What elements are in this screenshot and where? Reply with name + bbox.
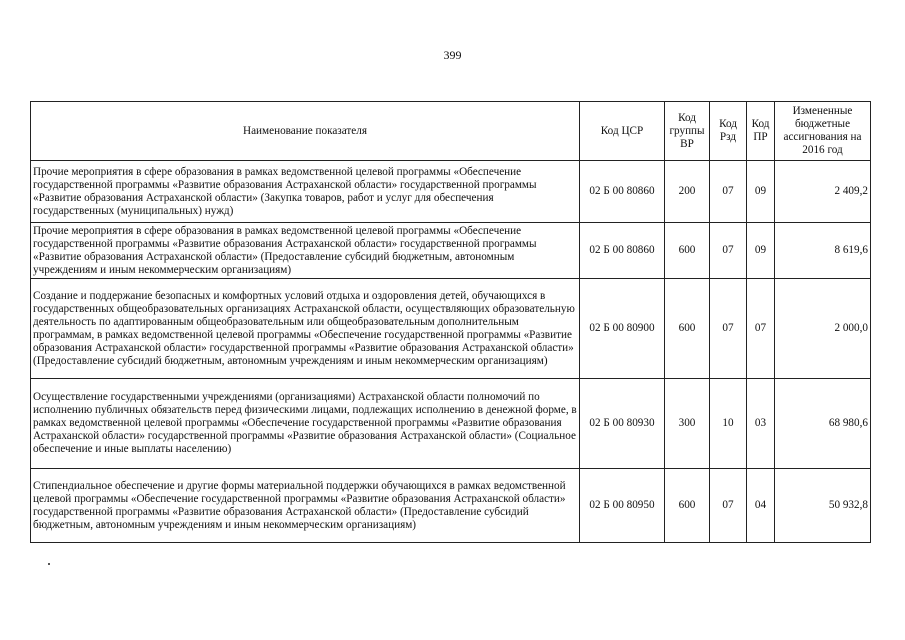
- row-csr: 02 Б 00 80900: [580, 279, 665, 379]
- row-amount: 50 932,8: [775, 469, 871, 543]
- row-csr: 02 Б 00 80860: [580, 161, 665, 223]
- row-pr: 09: [747, 223, 775, 279]
- row-rzd: 10: [710, 379, 747, 469]
- row-rzd: 07: [710, 223, 747, 279]
- table-row: [31, 279, 871, 379]
- row-vr: 200: [665, 161, 710, 223]
- table-row: [31, 379, 871, 469]
- row-pr: 07: [747, 279, 775, 379]
- table-row: [31, 161, 871, 223]
- table-row: [31, 223, 871, 279]
- header-pr: Код ПР: [747, 102, 775, 161]
- row-vr: 600: [665, 469, 710, 543]
- header-name: Наименование показателя: [31, 102, 580, 161]
- row-rzd: 07: [710, 469, 747, 543]
- row-rzd: 07: [710, 279, 747, 379]
- row-pr: 09: [747, 161, 775, 223]
- row-vr: 300: [665, 379, 710, 469]
- row-csr: 02 Б 00 80950: [580, 469, 665, 543]
- row-name: Прочие мероприятия в сфере образования в рамках ведомственной целевой программы «Обеспечение государственной программы «Развитие образования Астраханской области» государственной программы «Развитие образования Астраханской области» (Закупка товаров, работ и услуг для обеспечения государственных (муниципальных) нужд): [31, 161, 580, 223]
- row-amount: 68 980,6: [775, 379, 871, 469]
- table-row: [31, 469, 871, 543]
- row-pr: 03: [747, 379, 775, 469]
- header-csr: Код ЦСР: [580, 102, 665, 161]
- row-vr: 600: [665, 279, 710, 379]
- row-csr: 02 Б 00 80860: [580, 223, 665, 279]
- row-amount: 8 619,6: [775, 223, 871, 279]
- scan-speck: [48, 563, 50, 565]
- row-amount: 2 409,2: [775, 161, 871, 223]
- row-amount: 2 000,0: [775, 279, 871, 379]
- row-csr: 02 Б 00 80930: [580, 379, 665, 469]
- header-amount: Измененные бюджетные ассигнования на 2016 год: [775, 102, 871, 161]
- row-name: Создание и поддержание безопасных и комфортных условий отдыха и оздоровления детей, обучающихся в государственных общеобразовательных организациях Астраханской области, осуществляющих образовательную деятельность по адаптированным общеобразовательным или общеобразовательным дополнительным программам, в рамках ведомственной целевой программы «Обеспечение государственной программы «Развитие образования Астраханской области» государственной программы «Развитие образования Астраханской области» (Предоставление субсидий бюджетным, автономным учреждениям и иным некоммерческим организациям): [31, 279, 580, 379]
- row-pr: 04: [747, 469, 775, 543]
- page-number: 399: [443, 48, 462, 62]
- row-vr: 600: [665, 223, 710, 279]
- table-header-row: [31, 102, 871, 161]
- budget-table: [30, 101, 871, 543]
- row-name: Стипендиальное обеспечение и другие формы материальной поддержки обучающихся в рамках ведомственной целевой программы «Обеспечение государственной программы «Развитие образования Астраханской области» государственной программы «Развитие образования Астраханской области» (Предоставление субсидий бюджетным, автономным учреждениям и иным некоммерческим организациям): [31, 469, 580, 543]
- row-name: Осуществление государственными учреждениями (организациями) Астраханской области полномочий по исполнению публичных обязательств перед физическими лицами, подлежащих исполнению в денежной форме, в рамках ведомственной целевой программы «Обеспечение государственной программы «Развитие образования Астраханской области» государственной программы «Развитие образования Астраханской области» (Социальное обеспечение и иные выплаты населению): [31, 379, 580, 469]
- row-name: Прочие мероприятия в сфере образования в рамках ведомственной целевой программы «Обеспечение государственной программы «Развитие образования Астраханской области» государственной программы «Развитие образования Астраханской области» (Предоставление субсидий бюджетным, автономным учреждениям и иным некоммерческим организациям): [31, 223, 580, 279]
- row-rzd: 07: [710, 161, 747, 223]
- header-vr: Код группы ВР: [665, 102, 710, 161]
- header-rzd: Код Рзд: [710, 102, 747, 161]
